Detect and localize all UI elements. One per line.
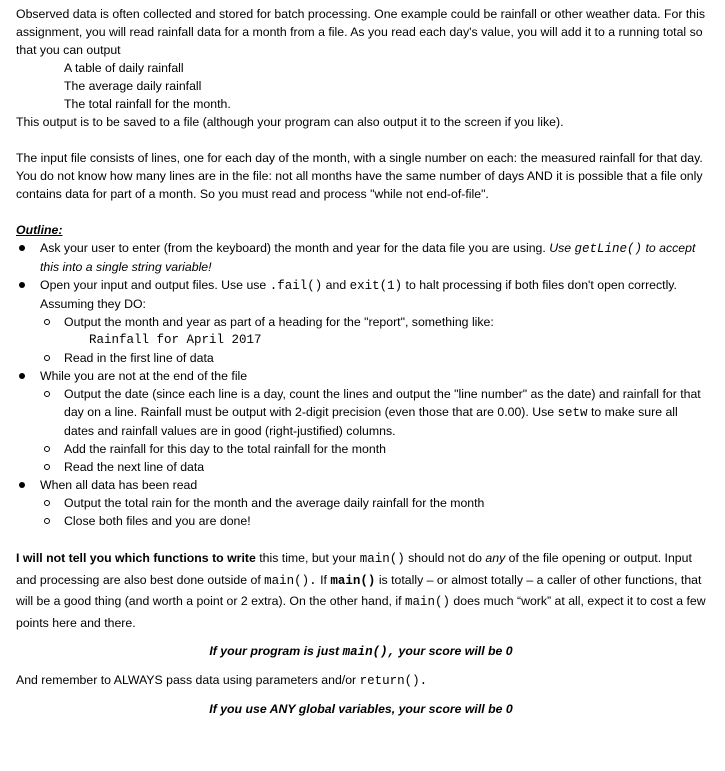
outline-item-while-loop: While you are not at the end of the file Output the date (since each line is a day, count the lines and output the "line number" as the date) and rainfall for that day on a line. Rainfall must be output with 2-digit precision (even those that are 0.00). Use setw to make sure all dates and rainfall values are in good (right-justified) columns. Add the rainfall for this day to the total rainfall for the month Read the next line of data [16,367,706,476]
sub-item-heading: Output the month and year as part of a heading for the "report", something like: [40,313,706,331]
sub-item-add-rainfall: Add the rainfall for this day to the total rainfall for the month [40,440,706,458]
sub-item-close-files: Close both files and you are done! [40,512,706,530]
global-variables-warning: If you use ANY global variables, your score will be 0 [209,702,513,716]
outline-item-open-files: Open your input and output files. Use use .fail() and exit(1) to halt processing if both files don't open correctly. Assuming they DO: Output the month and year as part of a heading for the "report", something like: Rainfall for April 2017 Read in the first line of data [16,276,706,367]
open-files-sublist [40,313,706,331]
bullet-icon [19,282,25,288]
input-file-paragraph: The input file consists of lines, one for each day of the month, with a single number on each: the measured rainfall for that day. You do not know how many lines are in the file: not all months have the same number of days AND it is possible that a file only contains data for part of a month. So you must read and process "while not end-of-file". [16,151,703,201]
output-list [16,59,706,113]
sub-bullet-icon [44,464,50,470]
sub-bullet-icon [44,446,50,452]
heading-example-code: Rainfall for April 2017 [89,333,262,347]
main-only-warning: If your program is just main(), your score will be 0 [209,644,513,659]
done-sublist [40,494,706,530]
while-sublist [40,385,706,476]
output-item: A table of daily rainfall [64,61,184,75]
sub-bullet-icon [44,500,50,506]
sub-item-read-next: Read the next line of data [40,458,706,476]
bullet-icon [19,482,25,488]
outline-list [16,239,706,530]
output-item: The average daily rainfall [64,79,202,93]
functions-paragraph: I will not tell you which functions to write this time, but your main() should not do any of the file opening or output. Input and processing are also best done outside of main(). If main() is totally – or almost totally – a caller of other functions, that will be a good thing (and worth a point or 2 extra). On the other hand, if main() does much “work” at all, expect it to cost a few points here and there. [16,551,706,630]
sub-bullet-icon [44,355,50,361]
sub-bullet-icon [44,518,50,524]
remember-paragraph: And remember to ALWAYS pass data using parameters and/or return(). [16,673,428,688]
document-body [16,5,706,718]
outline-heading: Outline: [16,223,63,237]
open-files-sublist-2 [40,349,706,367]
sub-item-read-first: Read in the first line of data [40,349,706,367]
sub-bullet-icon [44,319,50,325]
sub-item-output-total: Output the total rain for the month and the average daily rainfall for the month [40,494,706,512]
sub-bullet-icon [44,391,50,397]
outline-item-ask-user: Ask your user to enter (from the keyboard) the month and year for the data file you are using. Use getLine() to accept this into a single string variable! [16,239,706,276]
bullet-icon [19,373,25,379]
bullet-icon [19,245,25,251]
output-item: The total rainfall for the month. [64,97,231,111]
sub-item-output-date: Output the date (since each line is a day, count the lines and output the "line number" as the date) and rainfall for that day on a line. Rainfall must be output with 2-digit precision (even those that are 0.00). Use setw to make sure all dates and rainfall values are in good (right-justified) columns. [40,385,706,440]
outline-item-data-read: When all data has been read Output the total rain for the month and the average daily rainfall for the month Close both files and you are done! [16,476,706,530]
output-note: This output is to be saved to a file (although your program can also output it to the screen if you like). [16,115,564,129]
intro-paragraph: Observed data is often collected and stored for batch processing. One example could be rainfall or other weather data. For this assignment, you will read rainfall data for a month from a file. As you read each day's value, you will add it to a running total so that you can output [16,7,706,57]
